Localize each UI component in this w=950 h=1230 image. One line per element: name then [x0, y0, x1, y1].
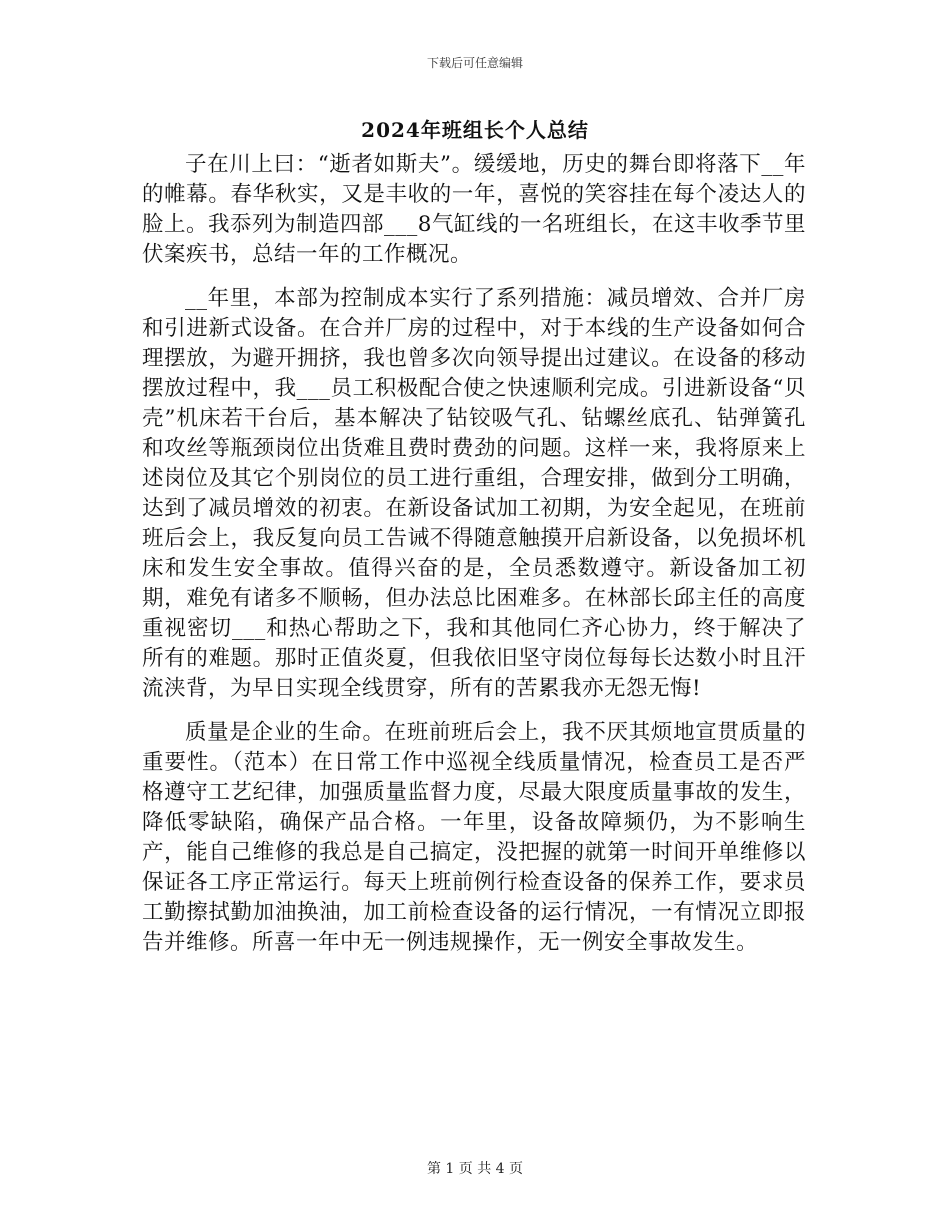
document-body: [142, 150, 806, 958]
paragraph-intro: 子在川上曰：“逝者如斯夫”。缓缓地，历史的舞台即将落下__年的帷幕。春华秋实，又是丰收的一年，喜悦的笑容挂在每个凌达人的脸上。我忝列为制造四部___8气缸线的一名班组长，在这丰收季节里伏案疾书，总结一年的工作概况。: [142, 152, 806, 267]
paragraph-cost-control: __年里，本部为控制成本实行了系列措施：减员增效、合并厂房和引进新式设备。在合并厂房的过程中，对于本线的生产设备如何合理摆放，为避开拥挤，我也曾多次向领导提出过建议。在设备的移动摆放过程中，我___员工积极配合使之快速顺利完成。引进新设备“贝壳”机床若干台后，基本解决了钻铰吸气孔、钻螺丝底孔、钻弹簧孔和攻丝等瓶颈岗位出货难且费时费劲的问题。这样一来，我将原来上述岗位及其它个别岗位的员工进行重组，合理安排，做到分工明确，达到了减员增效的初衷。在新设备试加工初期，为安全起见，在班前班后会上，我反复向员工告诫不得随意触摸开启新设备，以免损坏机床和发生安全事故。值得兴奋的是，全员悉数遵守。新设备加工初期，难免有诸多不顺畅，但办法总比困难多。在林部长邱主任的高度重视密切___和热心帮助之下，我和其他同仁齐心协力，终于解决了所有的难题。那时正值炎夏，但我依旧坚守岗位每每长达数小时且汗流浃背，为早日实现全线贯穿，所有的苦累我亦无怨无悔!: [142, 286, 806, 701]
page-header-note: 下载后可任意编辑: [426, 56, 523, 70]
paragraph-quality: 质量是企业的生命。在班前班后会上，我不厌其烦地宣贯质量的重要性。（范本）在日常工作中巡视全线质量情况，检查员工是否严格遵守工艺纪律，加强质量监督力度，尽最大限度质量事故的发生，降低零缺陷，确保产品合格。一年里，设备故障频仍，为不影响生产，能自己维修的我总是自己搞定，没把握的就第一时间开单维修以保证各工序正常运行。每天上班前例行检查设备的保养工作，要求员工勤擦拭勤加油换油，加工前检查设备的运行情况，一有情况立即报告并维修。所喜一年中无一例违规操作，无一例安全事故发生。: [142, 720, 806, 955]
document-title: 2024年班组长个人总结: [361, 118, 589, 142]
page-number-footer: 第 1 页 共 4 页: [426, 1161, 524, 1177]
